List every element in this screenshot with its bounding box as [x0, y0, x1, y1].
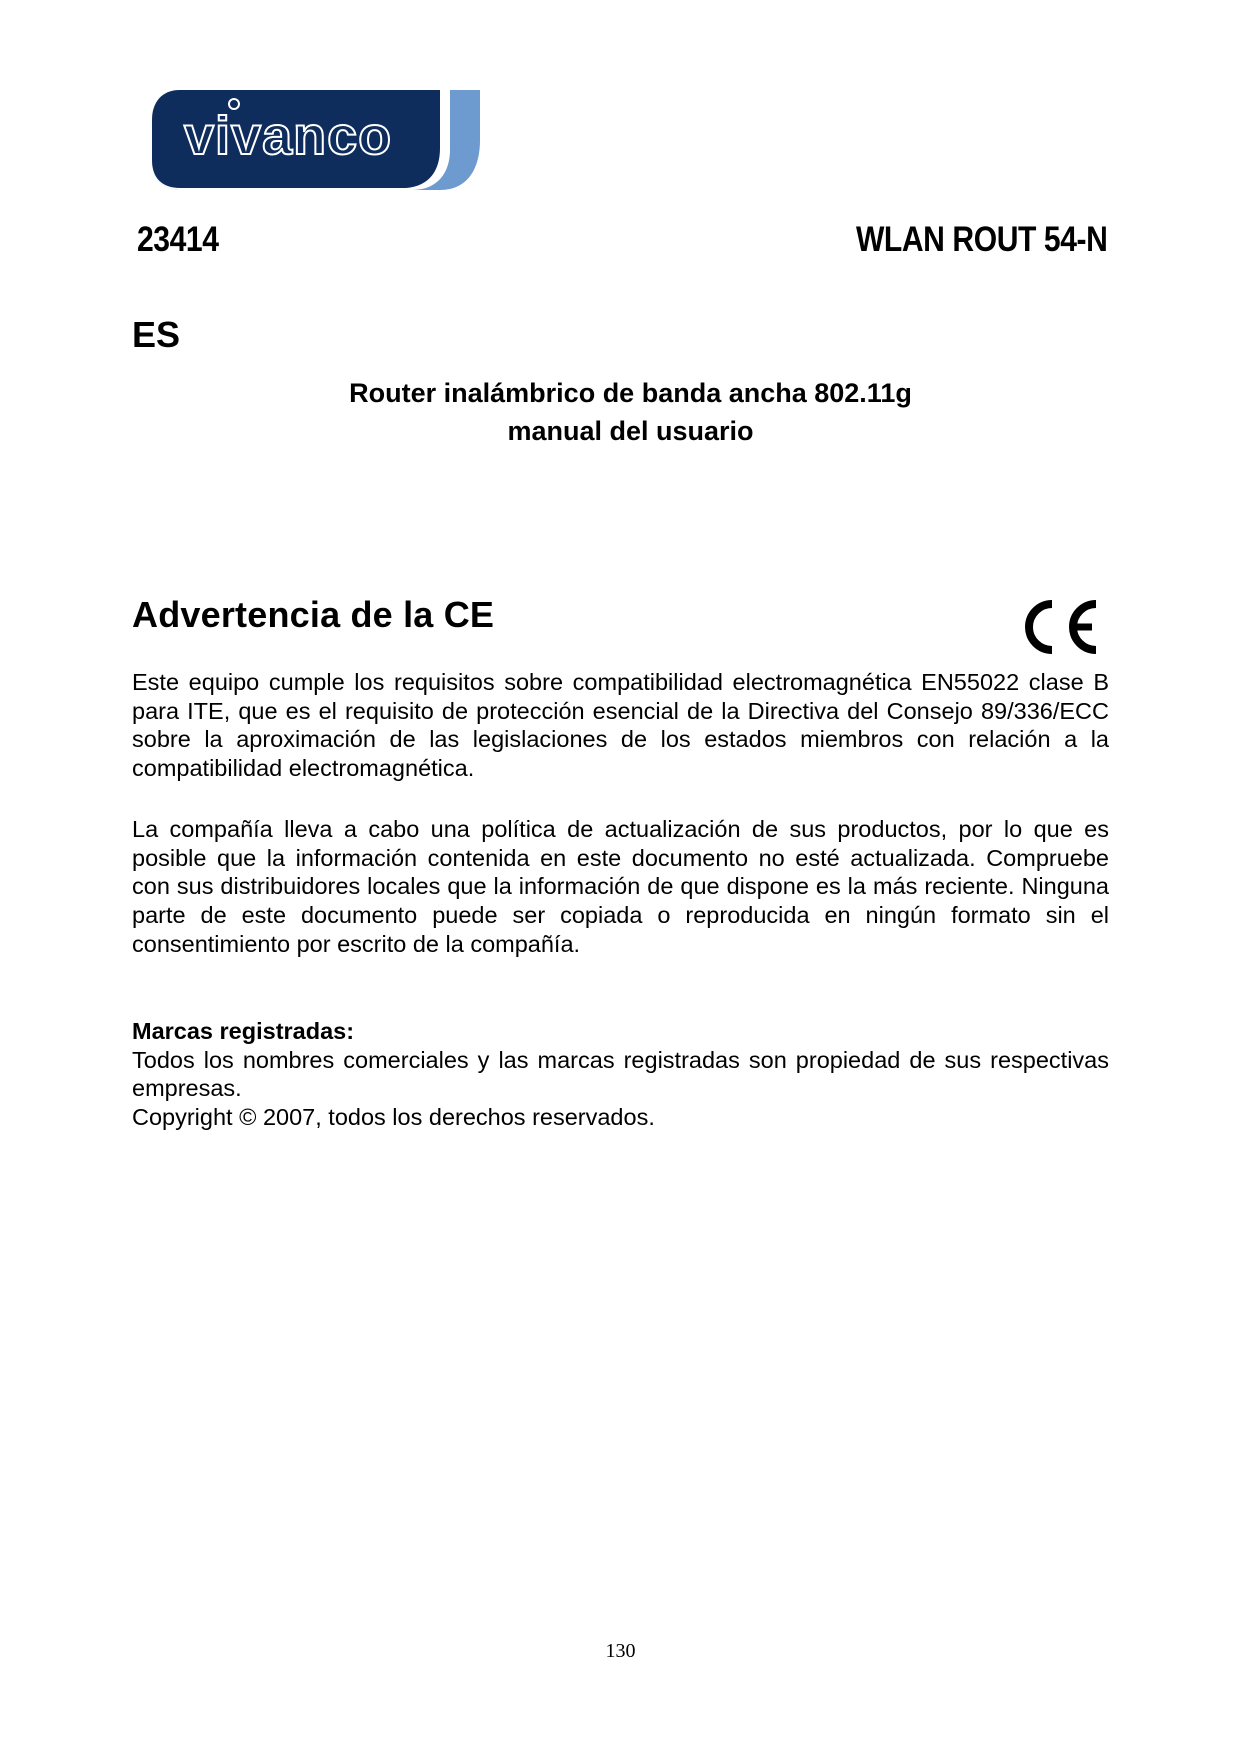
document-subtitle: [132, 374, 1109, 450]
subtitle-line-2: manual del usuario: [507, 416, 754, 446]
ce-paragraph-2: La compañía lleva a cabo una política de actualización de sus productos, por lo que es posible que la información contenida en este documento no esté actualizada. Compruebe con sus distribuidores locales que la información de que dispone es la más reciente. Ninguna parte de este documento puede ser copiada o reproducida en ningún formato sin el consentimiento por escrito de la compañía.: [132, 816, 1109, 957]
page-number: 130: [605, 1640, 636, 1662]
ce-paragraph-1: Este equipo cumple los requisitos sobre compatibilidad electromagnética EN55022 clase B para ITE, que es el requisito de protección esencial de la Directiva del Consejo 89/336/ECC sobre la aproximación de las legislaciones de los estados miembros con relación a la compatibilidad electromagnética.: [132, 669, 1109, 782]
model-name: WLAN ROUT 54-N: [855, 220, 1107, 259]
copyright-notice: Copyright © 2007, todos los derechos reservados.: [132, 1104, 655, 1131]
language-label: ES: [132, 314, 181, 355]
trademarks-section: [132, 1017, 1109, 1132]
logo-wordmark: vivanco: [184, 106, 393, 166]
ce-mark-icon: [1018, 598, 1100, 656]
subtitle-line-1: Router inalámbrico de banda ancha 802.11g: [349, 378, 912, 408]
ce-section-heading: Advertencia de la CE: [132, 594, 495, 635]
vivanco-logo: [150, 88, 530, 192]
trademarks-heading: Marcas registradas:: [132, 1018, 355, 1044]
trademarks-text: Todos los nombres comerciales y las marcas registradas son propiedad de sus respectivas empresas.: [132, 1046, 1109, 1102]
model-code: 23414: [137, 220, 219, 259]
